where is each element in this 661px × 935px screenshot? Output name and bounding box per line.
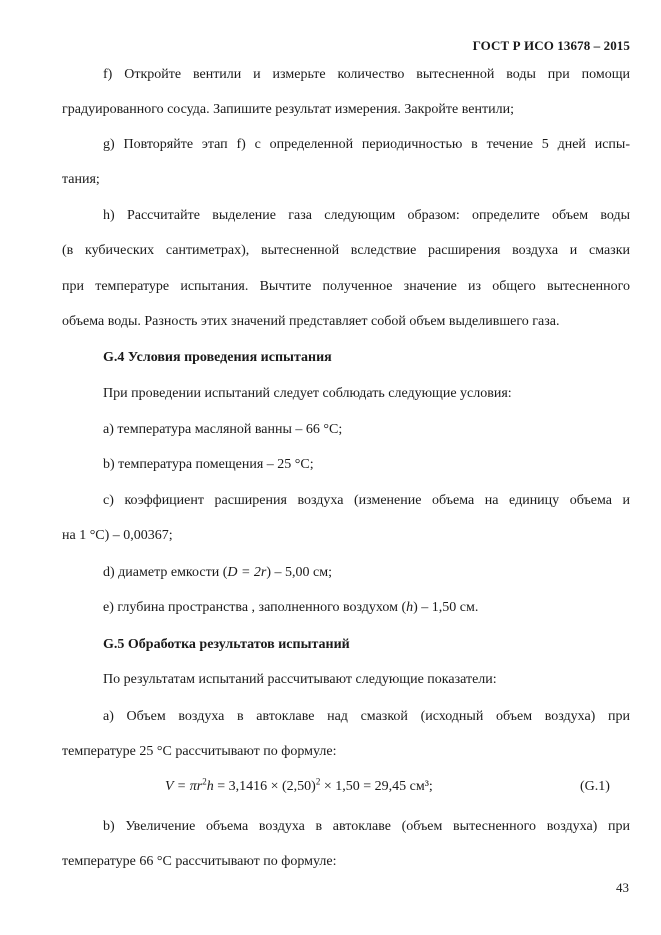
result-b-line-2: температуре 66 °С рассчитывают по формуле: bbox=[62, 854, 337, 869]
formula-label: (G.1) bbox=[580, 779, 610, 794]
formula-lhs: V = πr bbox=[165, 779, 203, 794]
condition-e-suffix: ) – 1,50 см. bbox=[413, 600, 479, 615]
condition-b: b) температура помещения – 25 °С; bbox=[103, 457, 314, 472]
condition-d bbox=[103, 564, 332, 582]
formula-rhs-1: = 3,1416 × (2,50) bbox=[213, 779, 316, 794]
section-g4-intro: При проведении испытаний следует соблюдать следующие условия: bbox=[103, 386, 512, 401]
section-g5-intro: По результатам испытаний рассчитывают следующие показатели: bbox=[103, 672, 497, 687]
result-a-line-1: a) Объем воздуха в автоклаве над смазкой (исходный объем воздуха) при bbox=[103, 709, 630, 724]
step-f-line-1: f) Откройте вентили и измерьте количество вытесненной воды при помощи bbox=[103, 67, 630, 82]
formula-exponent-1: 2 bbox=[202, 776, 207, 787]
result-a-line-2: температуре 25 °С рассчитывают по формуле: bbox=[62, 744, 337, 759]
condition-c-line-1: c) коэффициент расширения воздуха (изменение объема на единицу объема и bbox=[103, 493, 630, 508]
formula-var-h: h bbox=[206, 779, 214, 794]
standard-header: ГОСТ Р ИСО 13678 – 2015 bbox=[472, 38, 630, 53]
formula-exponent-2: 2 bbox=[315, 776, 321, 787]
condition-d-prefix: d) диаметр емкости ( bbox=[103, 565, 228, 580]
condition-d-equation: D = 2r bbox=[227, 565, 267, 580]
formula-rhs-2: × 1,50 = 29,45 см³; bbox=[320, 779, 433, 794]
section-g5-heading: G.5 Обработка результатов испытаний bbox=[103, 637, 350, 652]
step-g-line-1: g) Повторяйте этап f) с определенной периодичностью в течение 5 дней испы- bbox=[103, 137, 630, 152]
condition-c-line-2: на 1 °С) – 0,00367; bbox=[62, 528, 173, 543]
condition-e-prefix: e) глубина пространства , заполненного воздухом ( bbox=[103, 600, 407, 615]
step-h-line-4: объема воды. Разность этих значений представляет собой объем выделившего газа. bbox=[62, 314, 560, 329]
step-h-line-2: (в кубических сантиметрах), вытесненной вследствие расширения воздуха и смазки bbox=[62, 243, 630, 258]
condition-d-suffix: ) – 5,00 см; bbox=[266, 565, 332, 580]
section-g4-heading: G.4 Условия проведения испытания bbox=[103, 350, 332, 365]
step-h-line-1: h) Рассчитайте выделение газа следующим образом: определите объем воды bbox=[103, 208, 630, 223]
step-g-line-2: тания; bbox=[62, 172, 100, 187]
condition-a: a) температура масляной ванны – 66 °С; bbox=[103, 422, 343, 437]
condition-e-variable: h bbox=[406, 600, 414, 615]
result-b-line-1: b) Увеличение объема воздуха в автоклаве (объем вытесненного воздуха) при bbox=[103, 819, 630, 834]
condition-e bbox=[103, 599, 478, 617]
page-number: 43 bbox=[616, 880, 629, 895]
step-h-line-3: при температуре испытания. Вычтите полученное значение из общего вытесненного bbox=[62, 279, 630, 294]
formula-g1 bbox=[165, 776, 433, 795]
step-f-line-2: градуированного сосуда. Запишите результат измерения. Закройте вентили; bbox=[62, 102, 514, 117]
